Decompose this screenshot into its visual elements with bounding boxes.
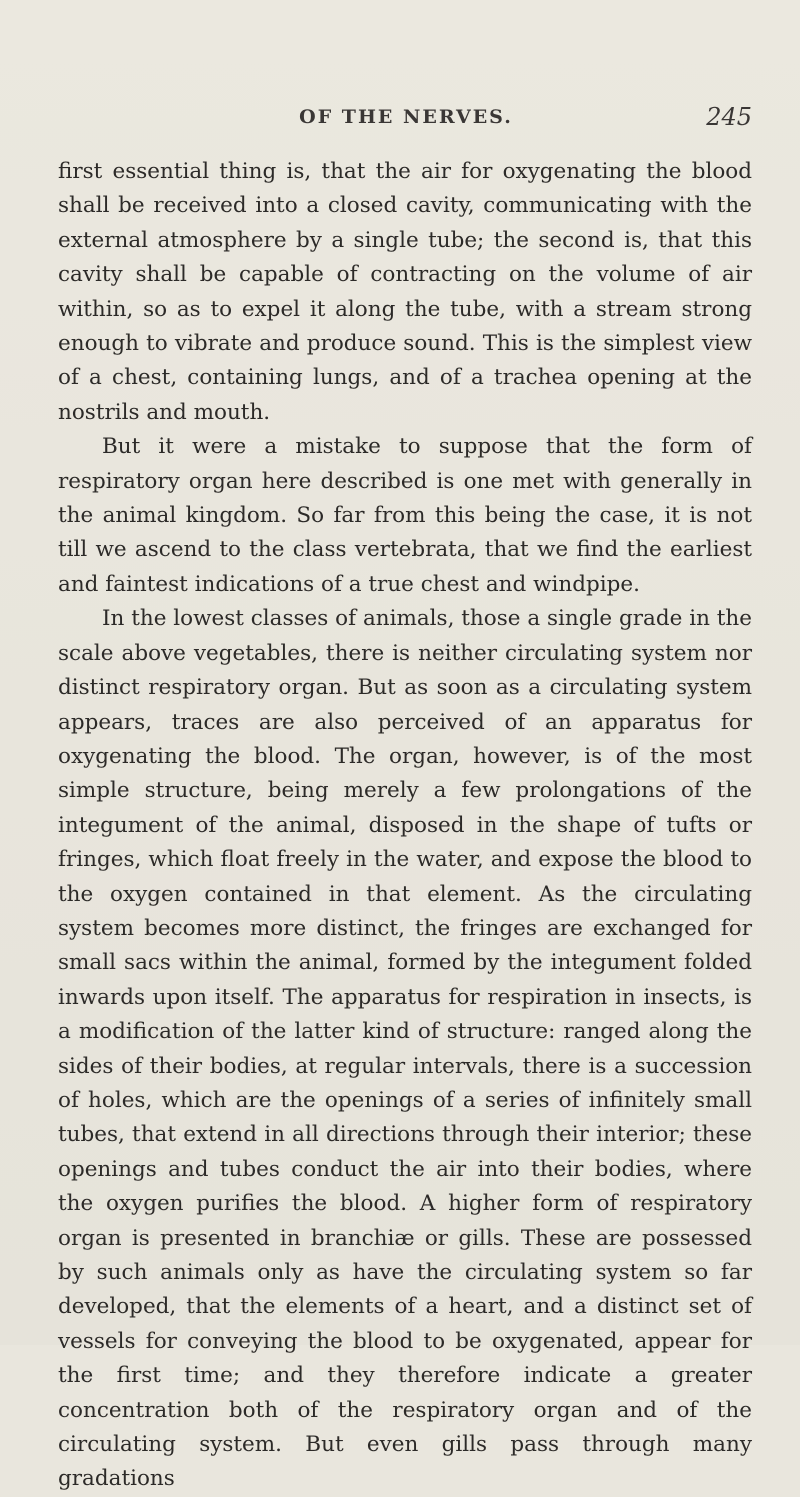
running-head-title: OF THE NERVES. (299, 106, 513, 128)
paragraph-3: In the lowest classes of animals, those a single grade in the scale above vegetables, there is neither circulating system nor distinct respiratory organ. But as soon as a circulating system appears, traces are also perceived of an apparatus for oxygenating the blood. The organ, however, is of the most simple structure, being merely a few prolongations of the integument of the animal, disposed in the shape of tufts or fringes, which float freely in the water, and expose the blood to the oxygen contained in that element. As the circulating system becomes more distinct, the fringes are exchanged for small sacs within the animal, formed by the integument folded inwards upon itself. The apparatus for respiration in insects, is a modification of the latter kind of structure: ranged along the sides of their bodies, at regular intervals, there is a succession of holes, which are the openings of a series of infinitely small tubes, that extend in all directions through their interior; these openings and tubes conduct the air into their bodies, where the oxygen purifies the blood. A higher form of respiratory organ is presented in branchiæ or gills. These are possessed by such animals only as have the circulating system so far developed, that the elements of a heart, and a distinct set of vessels for conveying the blood to be oxygenated, appear for the first time; and they therefore indicate a greater concentration both of the respiratory organ and of the circulating system. But even gills pass through many gradations (58, 606, 752, 1492)
page-number: 245 (706, 103, 752, 131)
paragraph-2: But it were a mistake to suppose that the form of respiratory organ here described is one met with generally in the animal kingdom. So far from this being the case, it is not till we ascend to the class vertebrata, that we find the earliest and faintest indications of a true chest and windpipe. (58, 434, 752, 597)
body-text (58, 155, 752, 1497)
paragraph-1: first essential thing is, that the air for oxygenating the blood shall be received into a closed cavity, communicating with the external atmosphere by a single tube; the second is, that this cavity shall be capable of contracting on the volume of air within, so as to expel it along the tube, with a stream strong enough to vibrate and produce sound. This is the simplest view of a chest, containing lungs, and of a trachea opening at the nostrils and mouth. (58, 159, 752, 425)
running-head (60, 103, 752, 138)
